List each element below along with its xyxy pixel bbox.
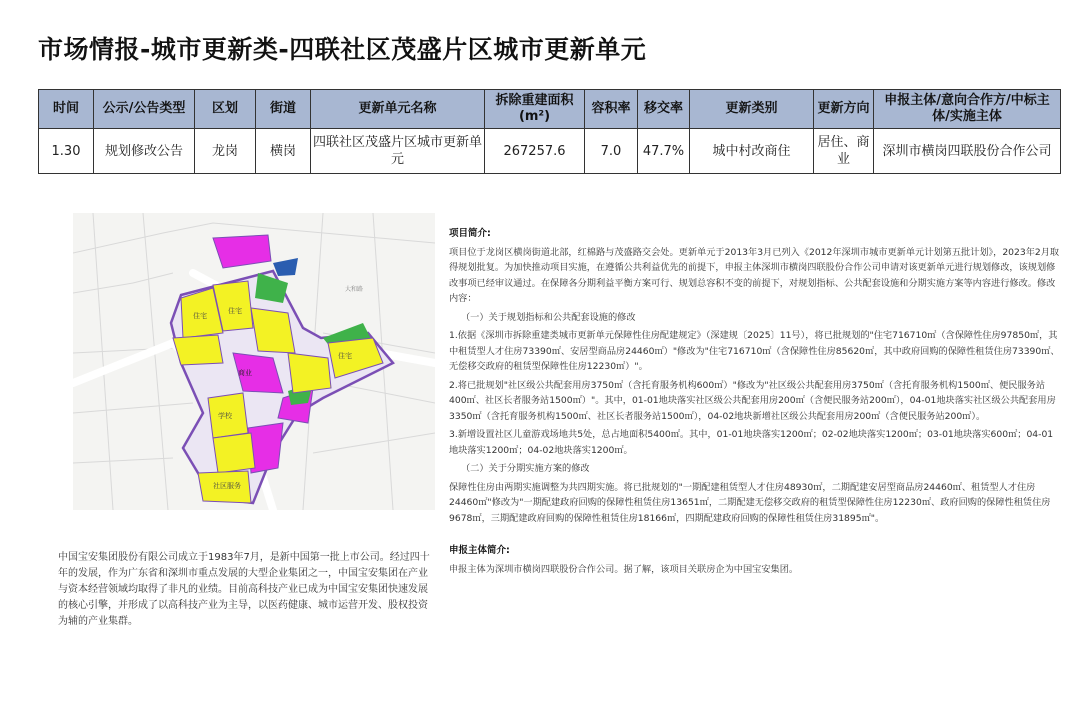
change-item: 2.将已批规划"社区级公共配套用房3750㎡（含托育服务机构600㎡）"修改为"社区级公共配套用房3750㎡（含托育服务机构1500㎡、便民服务站400㎡、社区长者服务站1500㎡）"。其中，01-01地块落实社区级公共配套用房200㎡（含便民服务站200㎡），04-01地块落实社区级公共配套用房3350㎡（含托育服务机构1500㎡、社区长者服务站1500㎡），04-02地块新增社区级公共配套用房200㎡（含便民服务站200㎡）。 — [449, 379, 1056, 422]
intro-text: 项目位于龙岗区横岗街道北部，红棉路与茂盛路交会处。更新单元于2013年3月已列入《2012年深圳市城市更新单元计划第五批计划》，2023年2月取得规划批复。为加快推动项目实施，在遵循公共利益优先的前提下，申报主体深圳市横岗四联股份合作公司申请对该更新单元进行规划修改，该规划修改事项已经审议通过。在保障各分期利益平衡方案可行、规划总容积不变的前提下，对规划指标、公共配套设施和分期实施方案等内容进行修改。修改内容： — [449, 246, 1060, 304]
table-header: 区划 — [195, 90, 256, 129]
applicant-heading: 申报主体简介: — [449, 545, 510, 556]
change-item: 3.新增设置社区儿童游戏场地共5处，总占地面积5400㎡。其中，01-01地块落实1200㎡；02-02地块落实1200㎡；03-01地块落实600㎡；04-01地块落实1200㎡；04-02地块落实1200㎡。 — [449, 429, 1054, 456]
table-header: 街道 — [256, 90, 311, 129]
table-cell: 龙岗 — [195, 129, 256, 174]
planning-map-svg — [73, 213, 435, 510]
school-parcel — [273, 258, 298, 276]
table-cell: 267257.6 — [485, 129, 585, 174]
residential-parcel — [288, 353, 331, 393]
table-header: 公示/公告类型 — [94, 90, 195, 129]
table-header: 时间 — [39, 90, 94, 129]
applicant-text: 申报主体为深圳市横岗四联股份合作公司。据了解，该项目关联房企为中国宝安集团。 — [449, 563, 799, 575]
table-cell: 四联社区茂盛片区城市更新单元 — [311, 129, 485, 174]
planning-map — [73, 213, 435, 510]
subsection-heading: （一）关于规划指标和公共配套设施的修改 — [461, 311, 636, 323]
page-title: 市场情报-城市更新类-四联社区茂盛片区城市更新单元 — [38, 35, 647, 64]
residential-parcel — [213, 433, 255, 473]
residential-parcel — [173, 335, 223, 365]
table-row — [39, 129, 1061, 174]
table-header: 更新方向 — [814, 90, 874, 129]
table-cell: 1.30 — [39, 129, 94, 174]
subsection-heading: （二）关于分期实施方案的修改 — [461, 463, 590, 474]
info-table — [38, 89, 1061, 174]
map-label: 商业 — [238, 369, 252, 377]
project-detail — [449, 226, 1061, 580]
green-space — [255, 273, 288, 303]
table-cell: 47.7% — [638, 129, 690, 174]
change-item: 保障性住房由两期实施调整为共四期实施。将已批规划的"一期配建租赁型人才住房48930㎡，二期配建安居型商品房24460㎡、租赁型人才住房24460㎡"修改为"一期配建政府回购的保障性租赁住房13651㎡，二期配建无偿移交政府的租赁型保障性住房12230㎡、政府回购的保障性租赁住房9678㎡，三期配建政府回购的保障性租赁住房18166㎡，四期配建政府回购的保障性租赁住房31895㎡"。 — [449, 481, 1051, 524]
table-cell: 深圳市横岗四联股份合作公司 — [874, 129, 1061, 174]
residential-parcel — [251, 308, 295, 353]
company-description: 中国宝安集团股份有限公司成立于1983年7月，是新中国第一批上市公司。经过四十年的发展，作为广东省和深圳市重点发展的大型企业集团之一，中国宝安集团在产业与资本经营领域均取得了非凡的业绩。目前高科技产业已成为中国宝安集团快速发展的核心引擎，并形成了以高科技产业为主导，以医药健康、城市运营开发、股权投资为辅的产业集群。 — [58, 552, 430, 627]
map-label: 住宅 — [193, 312, 207, 320]
table-cell: 7.0 — [585, 129, 638, 174]
table-cell: 城中村改商住 — [690, 129, 814, 174]
table-header: 申报主体/意向合作方/中标主体/实施主体 — [874, 90, 1061, 129]
table-header: 更新单元名称 — [311, 90, 485, 129]
intro-heading: 项目简介: — [449, 228, 491, 239]
change-item: 1.依据《深圳市拆除重建类城市更新单元保障性住房配建规定》（深建规〔2025〕11号），将已批规划的"住宅716710㎡（含保障性住房97850㎡，其中租赁型人才住房73390㎡、安居型商品房24460㎡）"修改为"住宅716710㎡（含保障性住房85620㎡，其中政府回购的保障性租赁住房73390㎡、无偿移交政府的租赁型保障性住房12230㎡）"。 — [449, 330, 1060, 372]
map-label: 住宅 — [338, 352, 352, 360]
table-cell: 横岗 — [256, 129, 311, 174]
table-header: 更新类别 — [690, 90, 814, 129]
table-cell: 规划修改公告 — [94, 129, 195, 174]
table-header-row — [39, 90, 1061, 129]
map-label: 社区服务 — [213, 482, 241, 490]
map-label: 住宅 — [228, 307, 242, 315]
table-header: 拆除重建面积(m²) — [485, 90, 585, 129]
commercial-parcel — [213, 235, 271, 268]
table-header: 容积率 — [585, 90, 638, 129]
map-label: 学校 — [218, 412, 232, 420]
map-label: 大和路 — [345, 286, 364, 293]
table-cell: 居住、商业 — [814, 129, 874, 174]
table-header: 移交率 — [638, 90, 690, 129]
